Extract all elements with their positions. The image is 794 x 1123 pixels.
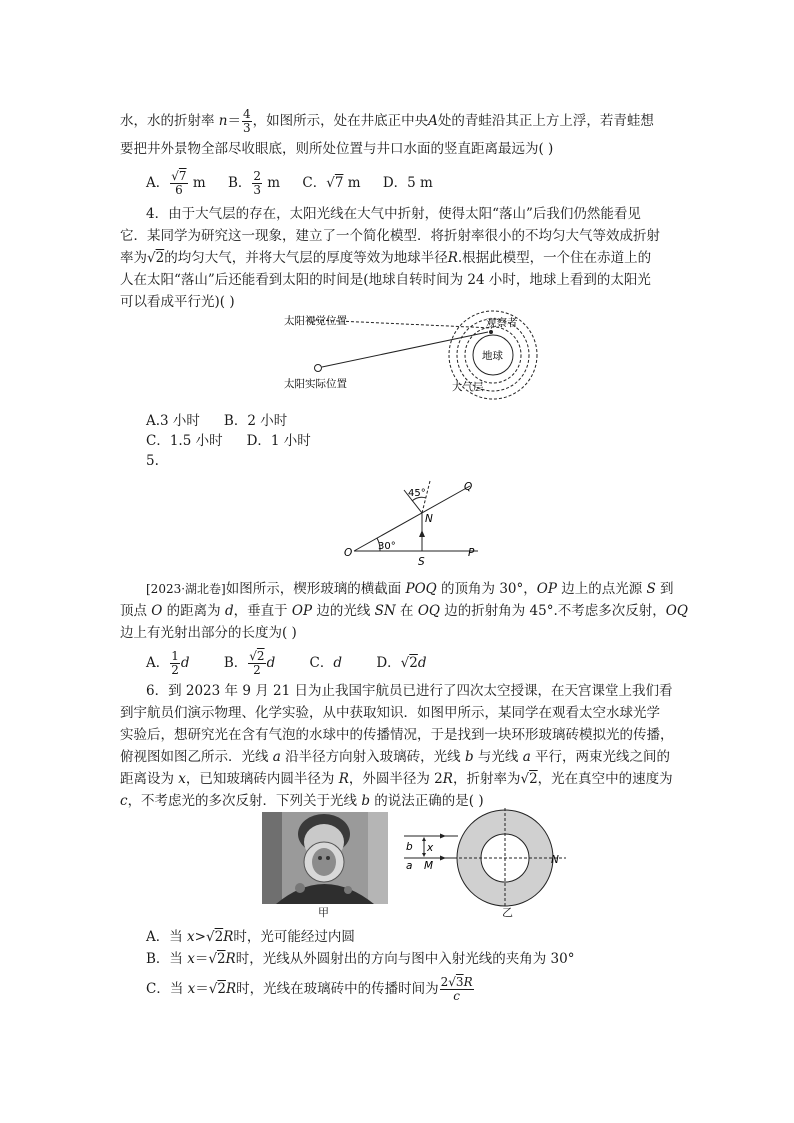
q6-text: 俯视图如图乙所示．光线 <box>120 749 273 765</box>
q6-line-2: 到宇航员们演示物理、化学实验，从中获取知识．如图甲所示，某同学在观看太空水球光学 <box>120 705 660 721</box>
label-atmosphere: 大气层 <box>452 381 484 393</box>
q5-text: 边上的点光源 <box>556 581 647 597</box>
actual-ray <box>322 332 488 367</box>
label-sun-visual: 太阳视觉位置 <box>284 315 347 327</box>
q6-text: ，光在真空中的速度为 <box>537 771 673 787</box>
radicand: 7 <box>178 169 187 183</box>
R-symbol: R <box>225 981 237 997</box>
unit: m <box>188 175 206 191</box>
numerator: 2√3R <box>440 975 473 989</box>
q3-options <box>146 170 451 197</box>
option-label: C． <box>309 655 334 671</box>
R-symbol: R <box>442 771 453 787</box>
q3-line-1 <box>120 108 654 135</box>
x-symbol: x <box>187 951 195 967</box>
OQ-symbol: OQ <box>665 603 688 619</box>
option-text: 时，光线从外圆射出的方向与图中入射光线的夹角为 30° <box>235 951 575 967</box>
a-symbol: a <box>522 749 531 765</box>
q6-text: 平行，两束光线之间的 <box>530 749 671 765</box>
q5-text: 顶点 <box>120 603 152 619</box>
q6-text: ，外圆半径为 2 <box>348 771 443 787</box>
denominator: c <box>453 989 460 1003</box>
observer-dot <box>489 330 493 334</box>
label-M: M <box>424 860 434 872</box>
q6-text: ，已知玻璃砖内圆半径为 <box>185 771 339 787</box>
label-45: 45° <box>408 488 426 499</box>
operator: > <box>194 929 206 945</box>
q5-option-b[interactable] <box>224 650 275 677</box>
radicand: 2 <box>409 655 418 671</box>
q5-figure-wedge <box>340 476 490 568</box>
q6-text: 距离设为 <box>120 771 179 787</box>
label-30: 30° <box>378 541 396 552</box>
option-text: 时，光可能经过内圆 <box>233 929 355 945</box>
operator: ＝ <box>195 981 209 997</box>
q4-figure-sun-atmosphere <box>280 308 550 400</box>
label-jia: 甲 <box>318 906 329 919</box>
OP-symbol: OP <box>536 581 557 597</box>
q6-photo-jia <box>262 812 388 904</box>
q4-option-d[interactable]: D．1 小时 <box>246 433 311 449</box>
q3-option-d[interactable]: D．5 m <box>382 175 433 191</box>
q4-line-1: 4．由于大气层的存在，太阳光线在大气中折射，使得太阳“落山”后我们仍然能看见 <box>146 206 641 222</box>
option-label: D． <box>376 655 401 671</box>
q4-text: .根据此模型，一个住在赤道上的 <box>457 250 652 266</box>
POQ-symbol: POQ <box>405 581 437 597</box>
option-label: B． <box>223 655 248 671</box>
R-symbol: R <box>463 975 473 989</box>
label-yi: 乙 <box>502 906 513 919</box>
denominator: 6 <box>175 183 183 197</box>
q3-line-2: 要把井外景物全部尽收眼底，则所处位置与井口水面的竖直距离最远为( ) <box>120 141 554 157</box>
radicand: 3 <box>455 975 464 989</box>
q6-option-a[interactable]: A．当 x>√2R时，光可能经过内圆 <box>146 929 355 945</box>
option-text: B．当 <box>146 951 188 967</box>
numerator: 2 <box>253 169 261 183</box>
numerator: √7 <box>171 169 187 183</box>
q4-option-b[interactable]: B．2 小时 <box>223 413 288 429</box>
OQ-symbol: OQ <box>417 603 440 619</box>
label-N: N <box>551 854 559 866</box>
q6-option-b[interactable]: B．当 x＝√2R时，光线从外圆射出的方向与图中入射光线的夹角为 30° <box>146 951 575 967</box>
q5-source: [2023·湖北卷] <box>146 582 226 596</box>
q5-option-a[interactable] <box>146 650 190 677</box>
q5-option-c[interactable] <box>310 654 343 672</box>
radicand: 2 <box>256 649 265 663</box>
a-symbol: a <box>272 749 281 765</box>
b-symbol: b <box>464 749 474 765</box>
fraction-2-3 <box>252 170 262 197</box>
x-symbol: x <box>187 929 195 945</box>
q5-line-3: 边上有光射出部分的长度为( ) <box>120 625 297 641</box>
q4-options-row-1 <box>146 412 305 430</box>
fraction-root2-2 <box>248 650 265 677</box>
arrow-up <box>422 837 426 841</box>
label-N: N <box>425 513 433 525</box>
label-S: S <box>418 556 425 568</box>
option-text: C．当 <box>146 981 188 997</box>
radicand: 2 <box>217 981 226 997</box>
q5-text: 的距离为 <box>162 603 225 619</box>
coefficient: 2 <box>440 975 449 989</box>
operator: ＝ <box>194 951 209 967</box>
denominator: 3 <box>253 183 261 197</box>
x-symbol: x <box>178 771 186 787</box>
d-symbol: d <box>333 655 343 671</box>
fraction-time <box>440 976 474 1003</box>
label-sun-actual: 太阳实际位置 <box>284 378 347 390</box>
fraction-4-3 <box>242 108 252 135</box>
q6-line-4 <box>120 748 670 766</box>
radicand: 2 <box>214 929 224 945</box>
q5-line-2 <box>120 602 688 620</box>
label-earth: 地球 <box>482 350 503 362</box>
q5-text: 边的折射角为 45°.不考虑多次反射， <box>439 603 666 619</box>
radicand: 7 <box>334 175 344 191</box>
q6-text: 与光线 <box>473 749 523 765</box>
q3-option-b[interactable] <box>228 170 280 197</box>
denominator: 3 <box>243 121 251 135</box>
q5-number: 5. <box>146 453 159 469</box>
q4-option-c[interactable]: C．1.5 小时 <box>146 433 223 449</box>
q6-line-1: 6．到 2023 年 9 月 21 日为止我国宇航员已进行了四次太空授课，在天宫课堂上我们看 <box>146 683 673 699</box>
numerator: √2 <box>249 649 265 663</box>
b-symbol: b <box>361 793 371 809</box>
q4-line-4: 人在太阳“落山”后还能看到太阳的时间是(地球自转时间为 24 小时，地球上看到的太阳光 <box>120 272 651 288</box>
ray-arrow <box>419 530 425 537</box>
label-a: a <box>406 860 413 872</box>
R-symbol: R <box>225 951 236 967</box>
label-observer: 观察者 <box>486 317 518 329</box>
q5-options <box>146 650 445 677</box>
q3-text: 处的青蛙沿其正上方上浮，若青蛙想 <box>437 113 654 129</box>
option-label: A． <box>146 175 170 191</box>
q5-text: 到 <box>655 581 674 597</box>
q3-option-c[interactable]: C．√7 m <box>302 175 361 191</box>
d-symbol: d <box>180 655 190 671</box>
q6-text: ，折射率为 <box>452 771 521 787</box>
q5-text: ，垂直于 <box>233 603 292 619</box>
denominator: 2 <box>171 663 179 677</box>
numerator: 1 <box>171 649 179 663</box>
n-symbol: n <box>218 113 228 129</box>
q5-text: 边的光线 <box>312 603 375 619</box>
q6-figure-yi-ring <box>400 808 570 920</box>
R-symbol: R <box>447 250 458 266</box>
O-symbol: O <box>151 603 163 619</box>
arrow-a <box>440 856 446 861</box>
x-symbol: x <box>187 981 196 997</box>
OP-symbol: OP <box>291 603 313 619</box>
q3-option-a[interactable] <box>146 170 206 197</box>
label-b: b <box>406 841 413 853</box>
q3-text: ，如图所示，处在井底正中央 <box>252 113 429 129</box>
SN-symbol: SN <box>374 603 396 619</box>
q5-text: 的顶角为 30°， <box>436 581 537 597</box>
d-symbol: d <box>417 655 427 671</box>
q4-text: 的均匀大气，并将大气层的厚度等效为地球半径 <box>164 250 448 266</box>
option-text: 时，光线在玻璃砖中的传播时间为 <box>236 981 439 997</box>
fraction-root7-6 <box>170 170 187 197</box>
q5-text: 在 <box>395 603 418 619</box>
radicand: 2 <box>216 951 226 967</box>
unit: m <box>343 175 361 191</box>
q4-text: 率为 <box>120 250 147 266</box>
q4-line-5: 可以看成平行光)( ) <box>120 294 235 310</box>
q6-option-c[interactable]: C．当 x＝√2R时，光线在玻璃砖中的传播时间为 $\frac{2√3R}{c}$ <box>146 975 473 1003</box>
q6-text: 沿半径方向射入玻璃砖，光线 <box>280 749 465 765</box>
arrow-down <box>422 853 426 857</box>
arrow-b <box>440 834 446 839</box>
q5-text: 如图所示，楔形玻璃的横截面 <box>225 581 406 597</box>
radicand: 2 <box>529 771 538 787</box>
astronaut-photo-illustration <box>262 812 388 904</box>
q3-text: 水，水的折射率 <box>120 113 219 129</box>
point-A: A <box>428 113 438 129</box>
label-Q: Q <box>464 481 473 493</box>
option-label: B． <box>227 175 252 191</box>
q6-line-5: 距离设为 x，已知玻璃砖内圆半径为 R，外圆半径为 2R，折射率为√2，光在真空中的速度为 <box>120 771 673 787</box>
c-symbol: c <box>120 793 128 809</box>
q5-line-1 <box>146 580 674 598</box>
R-symbol: R <box>338 771 349 787</box>
d-symbol: d <box>266 655 276 671</box>
option-label: A． <box>146 655 170 671</box>
q5-option-d[interactable]: D．√2d <box>376 655 427 671</box>
label-x: x <box>427 842 434 854</box>
q4-options-row-2 <box>146 432 329 450</box>
R-symbol: R <box>223 929 234 945</box>
q6-text: 的说法正确的是( ) <box>370 793 484 809</box>
d-symbol: d <box>224 603 234 619</box>
denominator: 2 <box>253 663 261 677</box>
q6-text: ，不考虑光的多次反射．下列关于光线 <box>127 793 362 809</box>
option-label: C． <box>302 175 327 191</box>
label-P: P <box>468 547 475 559</box>
fraction-1-2 <box>170 650 180 677</box>
q4-line-2: 它．某同学为研究这一现象，建立了一个简化模型．将折射率很小的不均匀大气等效成折射 <box>120 228 660 244</box>
label-O: O <box>344 547 353 559</box>
numerator: 4 <box>243 107 251 121</box>
option-text: A．当 <box>146 929 188 945</box>
radicand: 2 <box>155 250 165 266</box>
q6-line-3: 实验后，想研究光在含有气泡的水球中的传播情况，于是找到一块环形玻璃砖模拟光的传播， <box>120 727 674 743</box>
q4-line-3: 率为√2的均匀大气，并将大气层的厚度等效为地球半径R.根据此模型，一个住在赤道上的 <box>120 250 652 266</box>
unit: m <box>263 175 281 191</box>
sun-actual-position <box>315 365 322 372</box>
equals: ＝ <box>227 113 241 129</box>
S-symbol: S <box>646 581 656 597</box>
q4-option-a[interactable]: A.3 小时 <box>146 413 200 429</box>
